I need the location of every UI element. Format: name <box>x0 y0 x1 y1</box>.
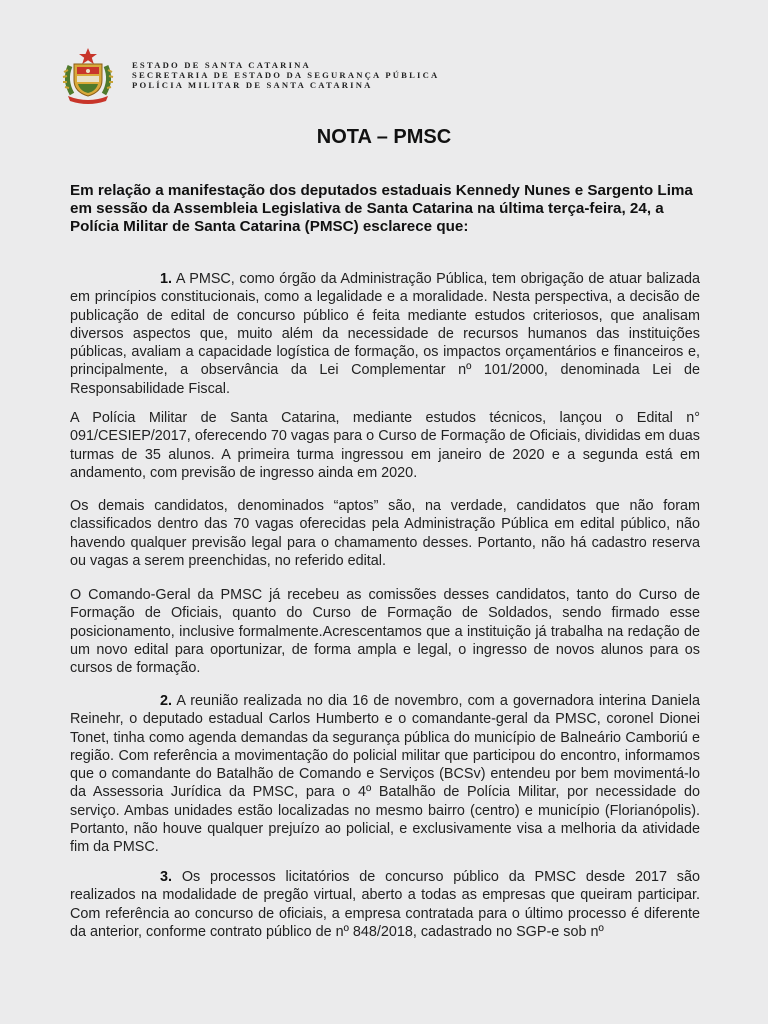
agency-line-police: POLÍCIA MILITAR DE SANTA CATARINA <box>132 80 373 90</box>
paragraph-aptos <box>70 497 700 570</box>
document-title: NOTA – PMSC <box>316 126 452 148</box>
paragraph-text: O Comando-Geral da PMSC já recebeu as comissões desses candidatos, tanto do Curso de Formação de Oficiais, quanto do Curso de Formação de Soldados, sendo firmado esse posicionamento, inclusive formalmente.Acrescentamos que a instituição já trabalha na redação de um novo edital para oportunizar, de forma ampla e legal, o ingresso de novos alunos para os cursos de formação. <box>70 587 700 677</box>
letterhead <box>60 46 720 106</box>
paragraph-text: A PMSC, como órgão da Administração Pública, tem obrigação de atuar balizada em princípios constitucionais, como a legalidade e a moralidade. Nesta perspectiva, a decisão de publicação de edital de concurso público é feita mediante estudos criteriosos, que analisam diversos aspectos que, muito além da necessidade de recursos humanos das instituições públicas, avaliam a capacidade logística de formação, os impactos orçamentários e financeiros e, principalmente, a observância da Lei Complementar nº 101/2000, denominada Lei de Responsabilidade Fiscal. <box>70 271 700 397</box>
paragraph-text: Os demais candidatos, denominados “aptos” são, na verdade, candidatos que não foram classificados dentro das 70 vagas oferecidas pela Administração Pública em edital público, não havendo qualquer previsão legal para o chamamento desses. Portanto, não há cadastro reserva ou vagas a serem preenchidas, no referido edital. <box>70 498 700 569</box>
paragraph-text: Os processos licitatórios de concurso público da PMSC desde 2017 são realizados na modalidade de pregão virtual, aberto a todas as empresas que queiram participar. Com referência ao concurso de oficiais, a empresa contratada para o último processo é diferente da anterior, conforme contrato público de nº 848/2018, cadastrado no SGP-e sob nº <box>70 869 700 940</box>
paragraph-comando-geral <box>70 586 700 677</box>
paragraph-item-3 <box>70 868 700 941</box>
agency-line-state: ESTADO DE SANTA CATARINA <box>132 60 311 70</box>
item-number: 3. <box>160 869 173 885</box>
paragraph-edital <box>70 409 700 482</box>
agency-name <box>132 60 439 90</box>
santa-catarina-coat-of-arms-icon <box>60 46 116 104</box>
agency-line-secretariat: SECRETARIA DE ESTADO DA SEGURANÇA PÚBLICA <box>132 70 440 80</box>
paragraph-item-2 <box>70 692 700 857</box>
item-number: 1. <box>160 271 173 287</box>
paragraph-text: A reunião realizada no dia 16 de novembro, com a governadora interina Daniela Reinehr, o deputado estadual Carlos Humberto e o comandante-geral da PMSC, coronel Dionei Tonet, tinha como agenda demandas da segurança pública do município de Balneário Camboriú e região. Com referência a movimentação do policial militar que participou do encontro, informamos que o comandante do Batalhão de Comando e Serviços (BCSv) entendeu por bem movimentá-lo da Assessoria Jurídica da PMSC, para o 4º Batalhão de Polícia Militar, por necessidade do serviço. Ambas unidades estão localizadas no mesmo bairro (centro) e município (Florianópolis). Portanto, não houve qualquer prejuízo ao policial, e exclusivamente visa a melhoria da atividade fim da PMSC. <box>70 693 700 856</box>
paragraph-text: A Polícia Militar de Santa Catarina, mediante estudos técnicos, lançou o Edital n° 091/CESIEP/2017, oferecendo 70 vagas para o Curso de Formação de Oficiais, divididas em duas turmas de 35 alunos. A primeira turma ingressou em janeiro de 2020 e a segunda está em andamento, com previsão de ingresso ainda em 2020. <box>70 410 700 481</box>
intro-statement: Em relação a manifestação dos deputados estaduais Kennedy Nunes e Sargento Lima em sessão da Assembleia Legislativa de Santa Catarina na última terça-feira, 24, a Polícia Militar de Santa Catarina (PMSC) esclarece que: <box>70 182 693 235</box>
paragraph-item-1 <box>70 270 700 398</box>
item-number: 2. <box>160 693 173 709</box>
